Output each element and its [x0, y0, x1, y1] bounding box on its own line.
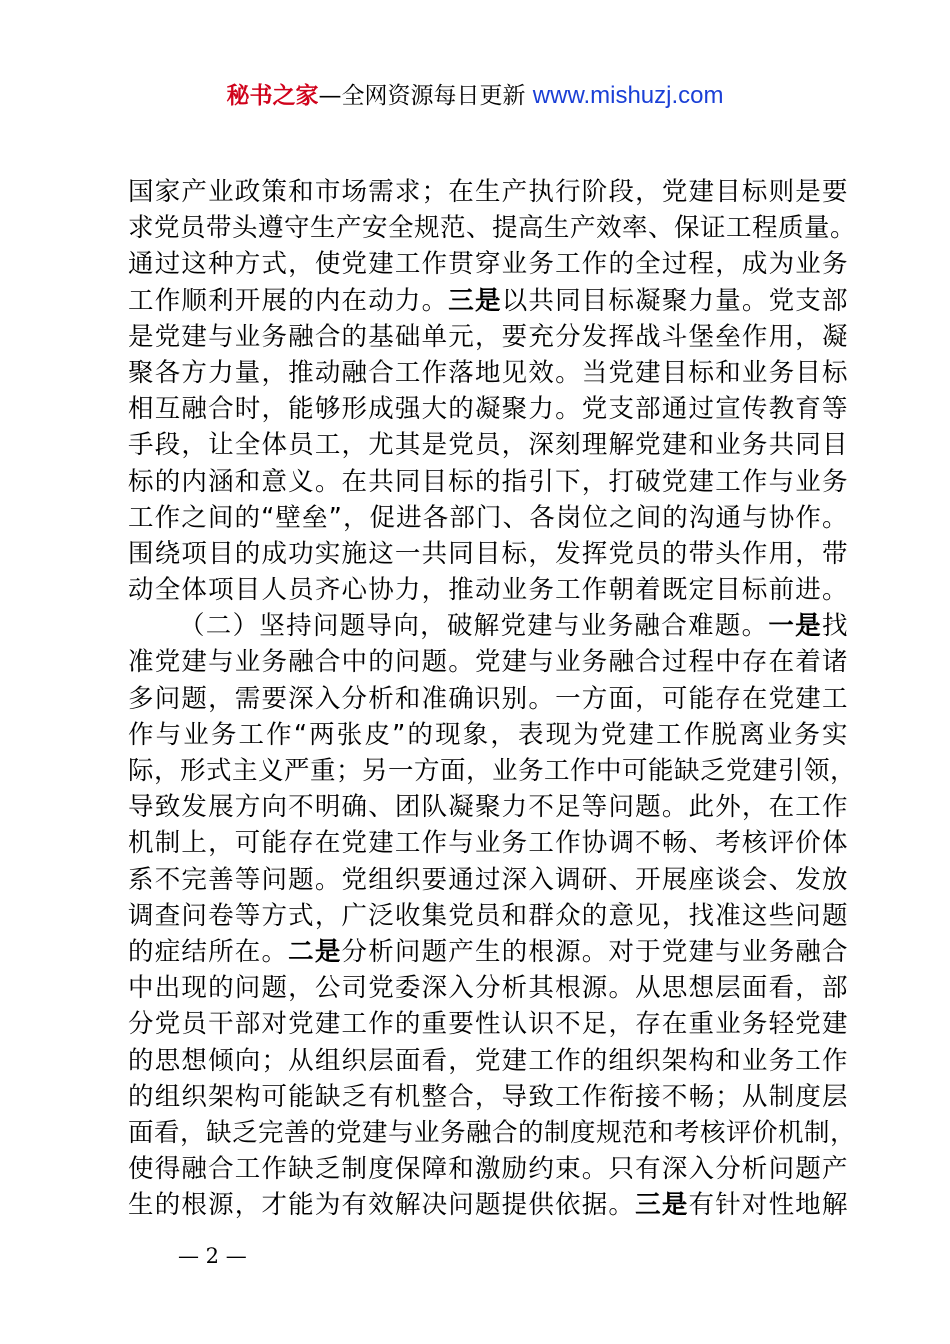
text-line: 的组织架构可能缺乏有机整合，导致工作衔接不畅；从制度层 [128, 1081, 848, 1112]
document-body [128, 174, 857, 1223]
text-line: 系不完善等问题。党组织要通过深入调研、开展座谈会、发放 [128, 864, 848, 895]
text-line: 围绕项目的成功实施这一共同目标，发挥党员的带头作用，带 [128, 538, 848, 569]
text-line: 是党建与业务融合的基础单元，要充分发挥战斗堡垒作用，凝 [128, 321, 848, 352]
text-line: 面看，缺乏完善的党建与业务融合的制度规范和考核评价机制， [128, 1117, 857, 1148]
text-line: 调查问卷等方式，广泛收集党员和群众的意见，找准这些问题 [128, 900, 848, 931]
text-line: 的思想倾向；从组织层面看，党建工作的组织架构和业务工作 [128, 1045, 848, 1076]
text-line: 工作顺利开展的内在动力。三是以共同目标凝聚力量。党支部 [128, 285, 848, 316]
text-line: 分党员干部对党建工作的重要性认识不足，存在重业务轻党建 [128, 1009, 848, 1040]
text-line: 聚各方力量，推动融合工作落地见效。当党建目标和业务目标 [128, 357, 848, 388]
text-line: 生的根源，才能为有效解决问题提供依据。三是有针对性地解 [128, 1190, 848, 1221]
text-line: 作与业务工作“两张皮”的现象，表现为党建工作脱离业务实 [128, 719, 848, 750]
text-line: 标的内涵和意义。在共同目标的指引下，打破党建工作与业务 [128, 466, 848, 497]
text-line: 手段，让全体员工，尤其是党员，深刻理解党建和业务共同目 [128, 430, 848, 461]
text-line: 求党员带头遵守生产安全规范、提高生产效率、保证工程质量。 [128, 213, 857, 244]
text-line: 的症结所在。二是分析问题产生的根源。对于党建与业务融合 [128, 936, 848, 967]
emphasis-marker: 三是 [635, 1190, 689, 1221]
emphasis-marker: 一是 [768, 611, 822, 642]
emphasis-marker: 三是 [448, 285, 502, 316]
page-number: — 2 — [178, 1244, 247, 1268]
text-line: 准党建与业务融合中的问题。党建与业务融合过程中存在着诸 [128, 647, 848, 678]
text-line: 中出现的问题，公司党委深入分析其根源。从思想层面看，部 [128, 973, 848, 1004]
text-line: 动全体项目人员齐心协力，推动业务工作朝着既定目标前进。 [128, 575, 848, 606]
text-line: 工作之间的“壁垒”，促进各部门、各岗位之间的沟通与协作。 [128, 502, 848, 533]
text-line: 使得融合工作缺乏制度保障和激励约束。只有深入分析问题产 [128, 1154, 848, 1185]
site-url-link[interactable]: www.mishuzj.com [532, 82, 724, 109]
header-tagline: —全网资源每日更新 [318, 83, 526, 109]
section-heading-line: （二）坚持问题导向，破解党建与业务融合难题。一是找 [179, 611, 848, 642]
emphasis-marker: 二是 [288, 936, 342, 967]
text-line: 机制上，可能存在党建工作与业务工作协调不畅、考核评价体 [128, 828, 848, 859]
site-header [0, 80, 950, 112]
text-line: 导致发展方向不明确、团队凝聚力不足等问题。此外，在工作 [128, 792, 848, 823]
brand-name: 秘书之家 [226, 83, 319, 109]
text-line: 国家产业政策和市场需求；在生产执行阶段，党建目标则是要 [128, 177, 848, 207]
text-line: 多问题，需要深入分析和准确识别。一方面，可能存在党建工 [128, 683, 848, 714]
text-line: 通过这种方式，使党建工作贯穿业务工作的全过程，成为业务 [128, 249, 848, 280]
text-line: 相互融合时，能够形成强大的凝聚力。党支部通过宣传教育等 [128, 394, 848, 425]
text-line: 际，形式主义严重；另一方面，业务工作中可能缺乏党建引领， [128, 756, 857, 786]
